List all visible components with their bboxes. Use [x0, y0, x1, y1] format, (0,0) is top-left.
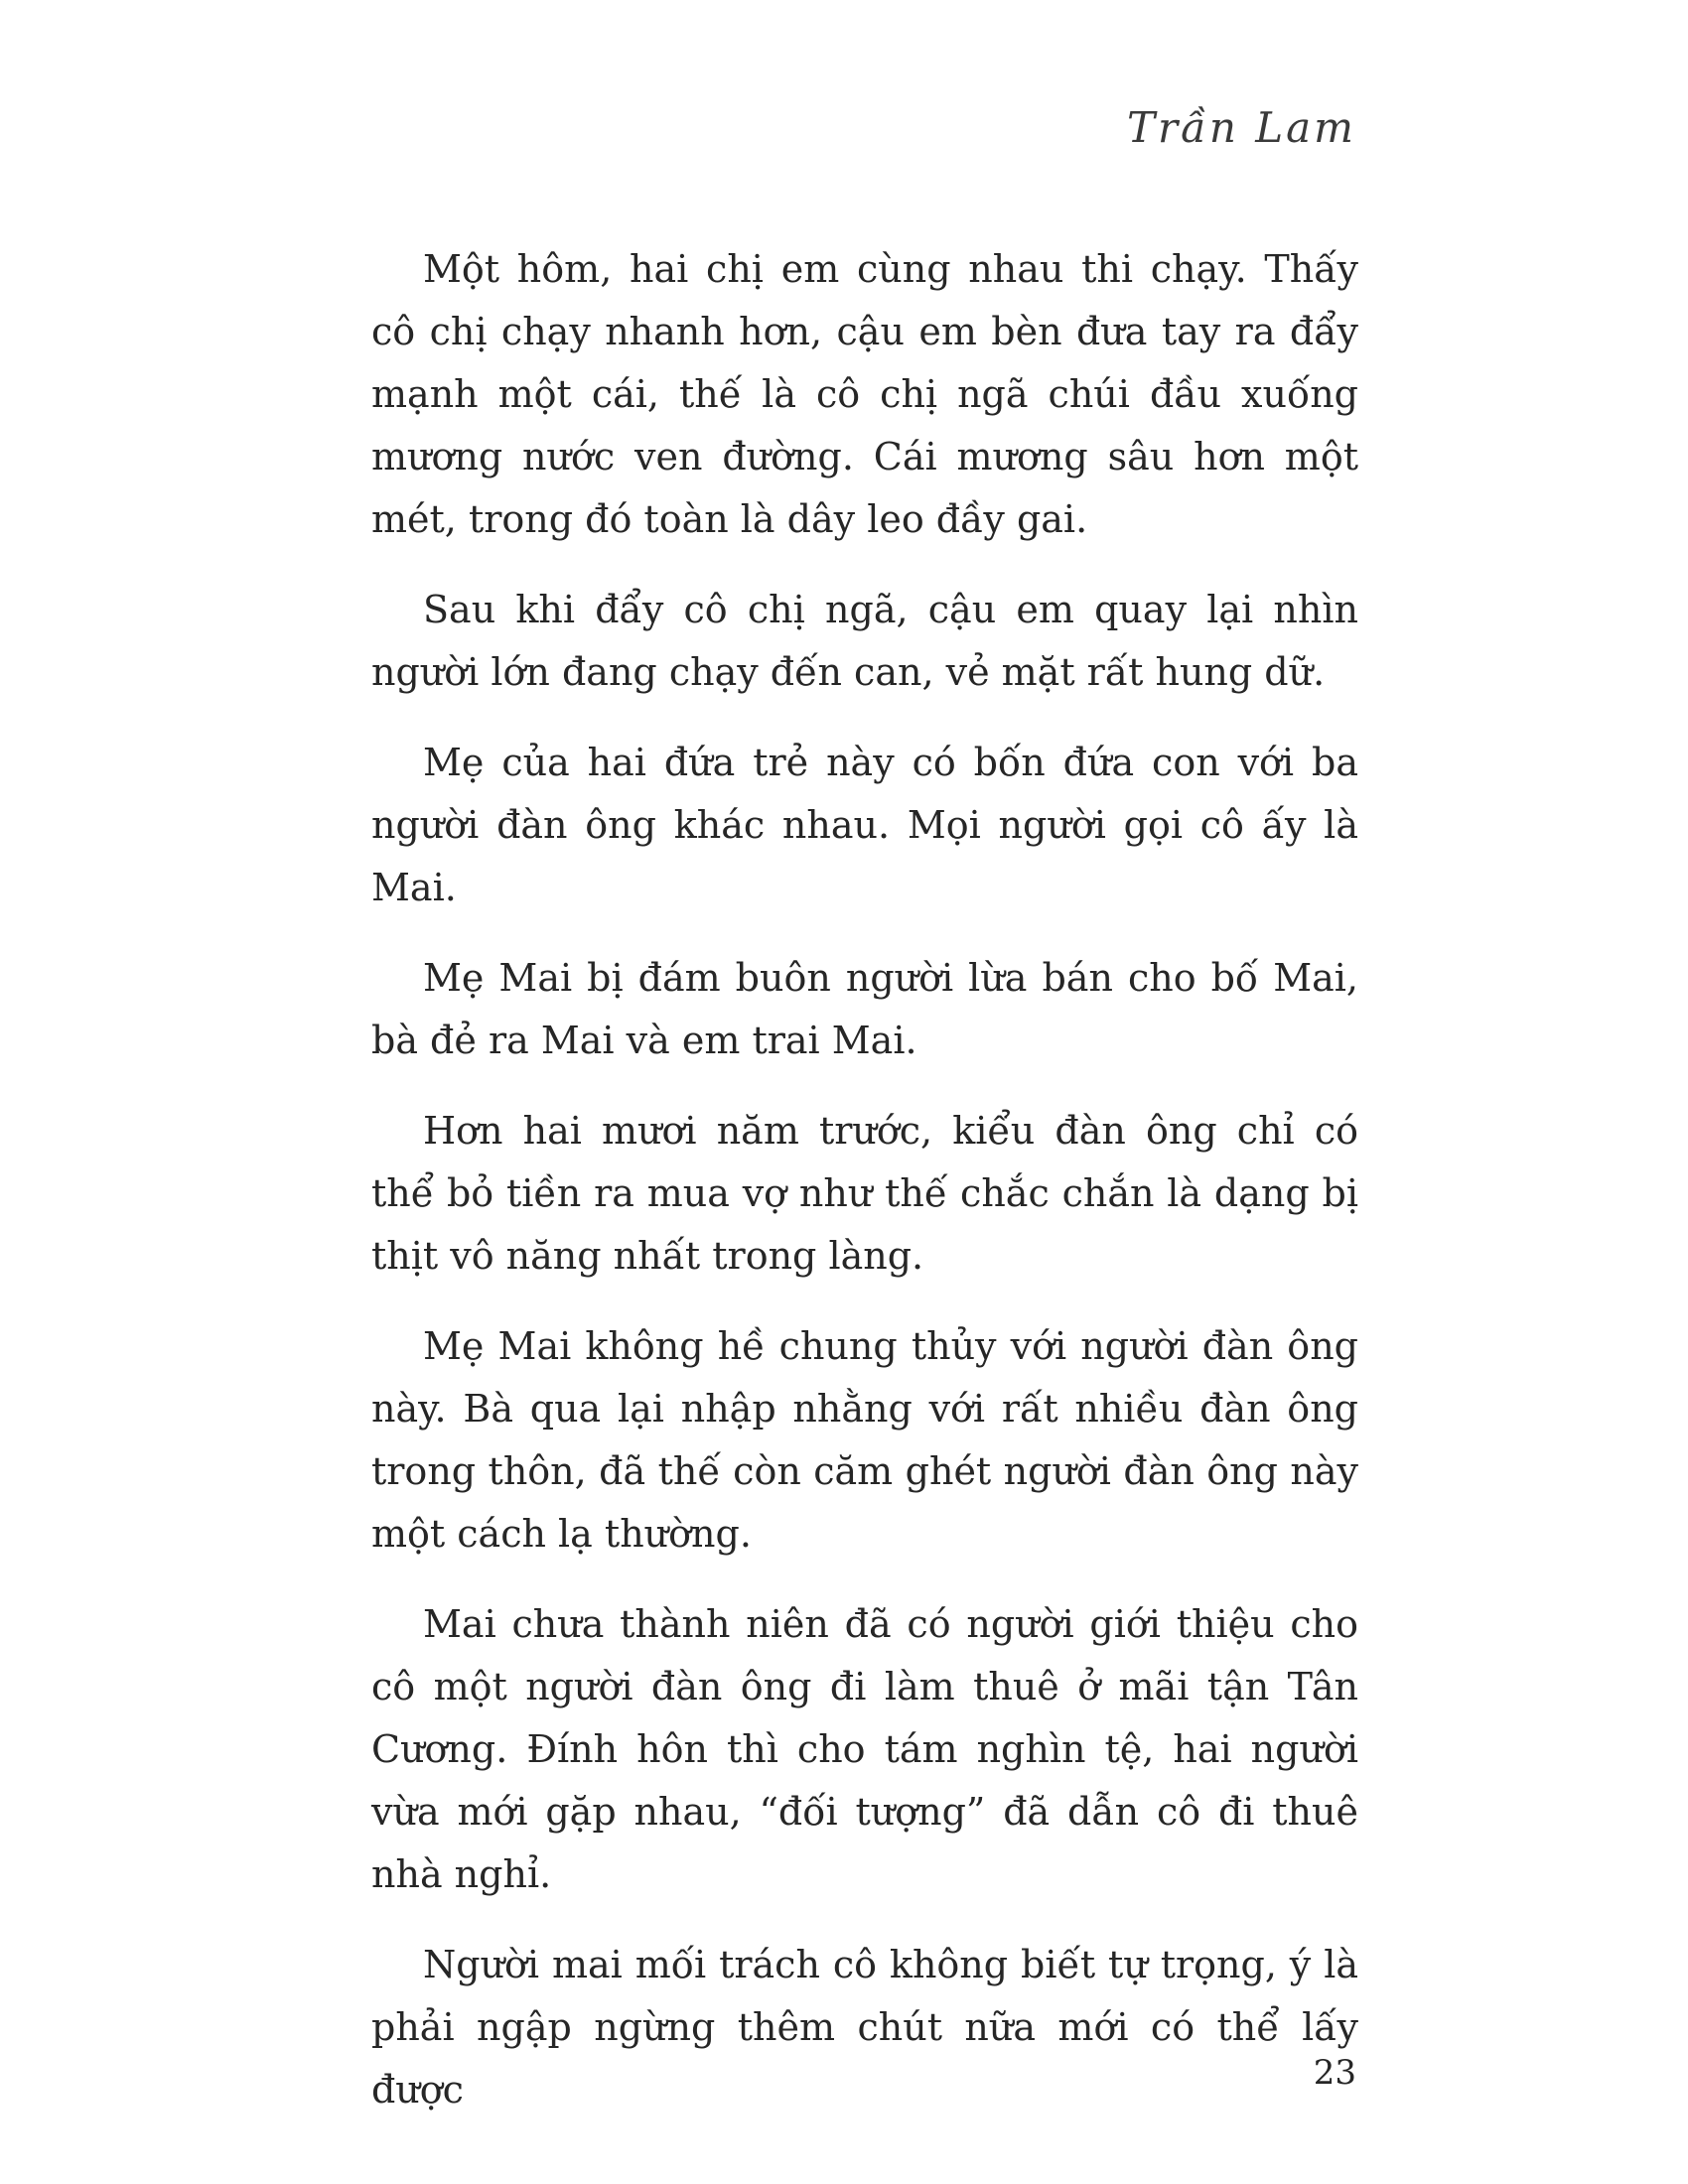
running-header-author: Trần Lam [1127, 103, 1356, 152]
paragraph: Mai chưa thành niên đã có người giới thiệu cho cô một người đàn ông đi làm thuê ở mãi tận Tân Cương. Đính hôn thì cho tám nghìn tệ, hai người vừa mới gặp nhau, “đối tượng” đã dẫn cô đi thuê nhà nghỉ. [371, 1602, 1358, 1896]
paragraph: Người mai mối trách cô không biết tự trọng, ý là phải ngập ngừng thêm chút nữa mới có thể lấy được [371, 1943, 1358, 2112]
paragraph: Một hôm, hai chị em cùng nhau thi chạy. Thấy cô chị chạy nhanh hơn, cậu em bèn đưa tay ra đẩy mạnh một cái, thế là cô chị ngã chúi đầu xuống mương nước ven đường. Cái mương sâu hơn một mét, trong đó toàn là dây leo đầy gai. [371, 247, 1358, 541]
page-number: 23 [1313, 2053, 1356, 2093]
paragraph: Mẹ của hai đứa trẻ này có bốn đứa con với ba người đàn ông khác nhau. Mọi người gọi cô ấy là Mai. [371, 741, 1358, 909]
body-text [371, 238, 1358, 2149]
paragraph: Hơn hai mươi năm trước, kiểu đàn ông chỉ có thể bỏ tiền ra mua vợ như thế chắc chắn là dạng bị thịt vô năng nhất trong làng. [371, 1109, 1358, 1278]
paragraph: Sau khi đẩy cô chị ngã, cậu em quay lại nhìn người lớn đang chạy đến can, vẻ mặt rất hung dữ. [371, 588, 1358, 694]
paragraph: Mẹ Mai bị đám buôn người lừa bán cho bố Mai, bà đẻ ra Mai và em trai Mai. [371, 956, 1358, 1062]
paragraph: Mẹ Mai không hề chung thủy với người đàn ông này. Bà qua lại nhập nhằng với rất nhiều đàn ông trong thôn, đã thế còn căm ghét người đàn ông này một cách lạ thường. [371, 1324, 1358, 1556]
